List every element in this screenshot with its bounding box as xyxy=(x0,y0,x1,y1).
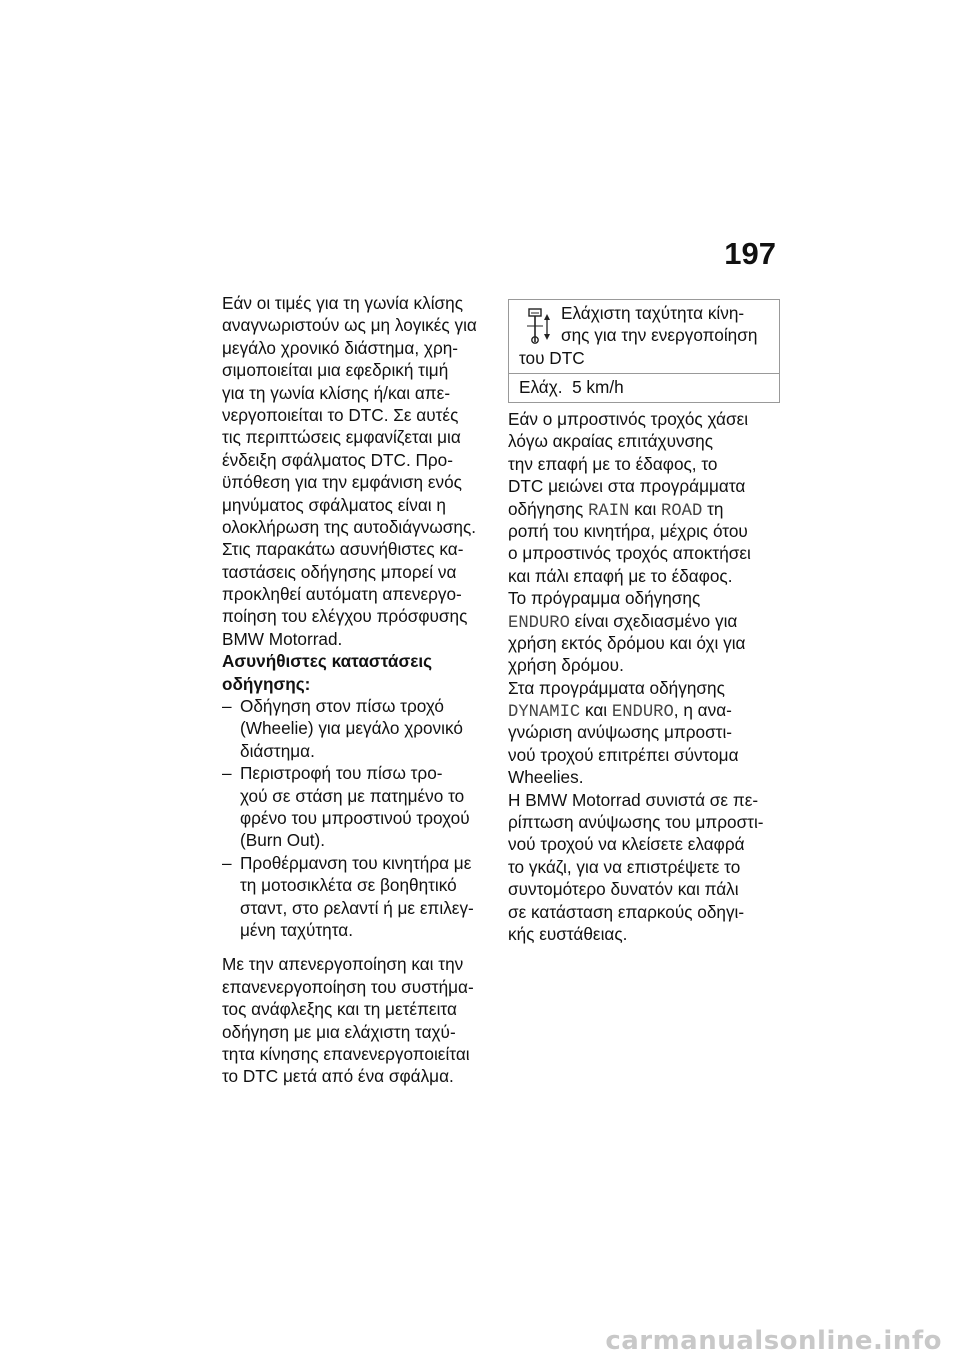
mode-road: ROAD xyxy=(661,501,703,521)
text-line: DYNAMIC και ENDURO, η ανα- xyxy=(508,700,732,723)
text-line: Στις παρακάτω ασυνήθιστες κα- xyxy=(222,539,464,560)
text-line: Wheelies. xyxy=(508,767,584,788)
text-line: επανενεργοποίηση του συστήμα- xyxy=(222,976,474,997)
spec-title-line: Ελάχιστη ταχύτητα κίνη- xyxy=(561,303,745,323)
list-item: – Προθέρμανση του κινητήρα με τη μοτοσικλέτα σε βοηθητικό σταντ, στο ρελαντί ή με επιλεγ- μένη ταχύτητα. xyxy=(222,852,490,942)
spec-title-line: του DTC xyxy=(519,347,585,368)
text-line: ένδειξη σφάλματος DTC. Προ- xyxy=(222,449,453,470)
mode-dynamic: DYNAMIC xyxy=(508,703,581,723)
text-line: γνώριση ανύψωσης μπροστι- xyxy=(508,722,733,743)
heading-line: οδήγησης: xyxy=(222,673,311,694)
text-line: νού τροχού επιτρέπει σύντομα xyxy=(508,744,739,765)
text-line: BMW Motorrad. xyxy=(222,628,343,649)
text-line: αναγνωριστούν ως μη λογικές για xyxy=(222,315,477,336)
section-heading xyxy=(222,650,490,695)
dash-marker: – xyxy=(222,852,232,873)
text-line: (Wheelie) για μεγάλο χρονικό xyxy=(240,718,463,739)
text-line: τητα κίνησης επανενεργοποιείται xyxy=(222,1043,470,1064)
spec-box xyxy=(508,299,780,403)
page-number: 197 xyxy=(724,236,776,271)
text-line: ολοκλήρωση της αυτοδιάγνωσης. xyxy=(222,516,477,537)
text-line: ποίηση του ελέγχου πρόσφυσης xyxy=(222,606,468,627)
text-line: Εάν ο μπροστινός τροχός χάσει xyxy=(508,409,749,429)
text-line: (Burn Out). xyxy=(240,830,326,851)
text-line: Με την απενεργοποίηση και την xyxy=(222,954,464,975)
text-line: για τη γωνία κλίσης ή/και απε- xyxy=(222,382,451,403)
spec-box-header xyxy=(509,300,779,373)
recommendation-paragraph xyxy=(508,789,780,946)
text-line: λόγω ακραίας επιτάχυνσης xyxy=(508,431,714,452)
text-line: μηνύματος σφάλματος είναι η xyxy=(222,494,446,515)
dynamic-paragraph xyxy=(508,677,780,789)
text-line: οδήγηση με μια ελάχιστη ταχύ- xyxy=(222,1021,456,1042)
text-line: Εάν οι τιμές για τη γωνία κλίσης xyxy=(222,293,463,313)
text-line: οδήγησης RAIN και ROAD τη xyxy=(508,498,724,521)
text-line: νού τροχού να κλείσετε ελαφρά xyxy=(508,834,745,855)
text-line: μεγάλο χρονικό διάστημα, χρη- xyxy=(222,337,459,358)
text-line: ταστάσεις οδήγησης μπορεί να xyxy=(222,561,457,582)
text-line: φρένο του μπροστινού τροχού xyxy=(240,807,470,828)
text-line: χού σε στάση με πατημένο το xyxy=(240,785,465,806)
text-line: ENDURO είναι σχεδιασμένο για xyxy=(508,610,738,633)
text-line: την επαφή με το έδαφος, το xyxy=(508,453,718,474)
text-line: DTC μειώνει στα προγράμματα xyxy=(508,476,746,497)
text-line: χρήση εκτός δρόμου και όχι για xyxy=(508,632,746,653)
text-line: διάστημα. xyxy=(240,740,315,761)
intro-paragraph xyxy=(222,292,490,650)
mode-enduro: ENDURO xyxy=(508,613,570,633)
text-line: μένη ταχύτητα. xyxy=(240,919,354,940)
text-line: Το πρόγραμμα οδήγησης xyxy=(508,588,701,609)
reactivation-paragraph xyxy=(222,953,490,1087)
text-line: σιμοποιείται μια εφεδρική τιμή xyxy=(222,360,449,381)
mode-enduro: ENDURO xyxy=(611,703,674,723)
text-line: το γκάζι, για να επιστρέψετε το xyxy=(508,856,741,877)
text-line: σε κατάσταση επαρκούς οδηγι- xyxy=(508,901,745,922)
list-item: – Οδήγηση στον πίσω τροχό (Wheelie) για μεγάλο χρονικό διάστημα. xyxy=(222,695,490,762)
bullet-list xyxy=(222,695,490,941)
text-line: τη μοτοσικλέτα σε βοηθητικό xyxy=(240,875,457,896)
text-line: συντομότερο δυνατόν και πάλι xyxy=(508,879,739,900)
text-line: και πάλι επαφή με το έδαφος. xyxy=(508,565,733,586)
text-line: νεργοποιείται το DTC. Σε αυτές xyxy=(222,404,459,425)
dash-marker: – xyxy=(222,763,232,784)
text-line: Στα προγράμματα οδήγησης xyxy=(508,677,725,698)
spec-value: 5 km/h xyxy=(572,377,624,398)
dash-marker: – xyxy=(222,696,232,717)
text-line: ϋπόθεση για την εμφάνιση ενός xyxy=(222,472,462,493)
heading-line: Ασυνήθιστες καταστάσεις xyxy=(222,651,433,672)
mode-rain: RAIN xyxy=(588,501,630,521)
text-line: Η BMW Motorrad συνιστά σε πε- xyxy=(508,789,759,810)
text-line: τις περιπτώσεις εμφανίζεται μια xyxy=(222,427,461,448)
enduro-paragraph xyxy=(508,587,780,677)
text-line: προκληθεί αυτόματη απενεργο- xyxy=(222,584,462,605)
text-line: τος ανάφλεξης και τη μετέπειτα xyxy=(222,999,457,1020)
text-line: χρήση δρόμου. xyxy=(508,655,624,676)
right-column xyxy=(508,408,780,945)
text-line: σταντ, στο ρελαντί ή με επιλεγ- xyxy=(240,897,474,918)
text-line: ο μπροστινός τροχός αποκτήσει xyxy=(508,543,751,564)
spec-title-line: σης για την ενεργοποίηση xyxy=(561,325,758,346)
wheelie-paragraph xyxy=(508,408,780,587)
spec-value-row xyxy=(509,374,779,401)
watermark: carmanualsonline.info xyxy=(605,1326,942,1356)
text-line: κής ευστάθειας. xyxy=(508,923,628,944)
spec-value-label: Ελάχ. xyxy=(519,377,563,398)
left-column xyxy=(222,292,490,1088)
text-line: ρίπτωση ανύψωσης του μπροστι- xyxy=(508,812,764,833)
text-line: ροπή του κινητήρα, μέχρις ότου xyxy=(508,520,748,541)
text-line: το DTC μετά από ένα σφάλμα. xyxy=(222,1066,454,1087)
speed-gauge-icon xyxy=(521,306,557,346)
list-item: – Περιστροφή του πίσω τρο- χού σε στάση με πατημένο το φρένο του μπροστινού τροχού (Burn Out). xyxy=(222,762,490,852)
